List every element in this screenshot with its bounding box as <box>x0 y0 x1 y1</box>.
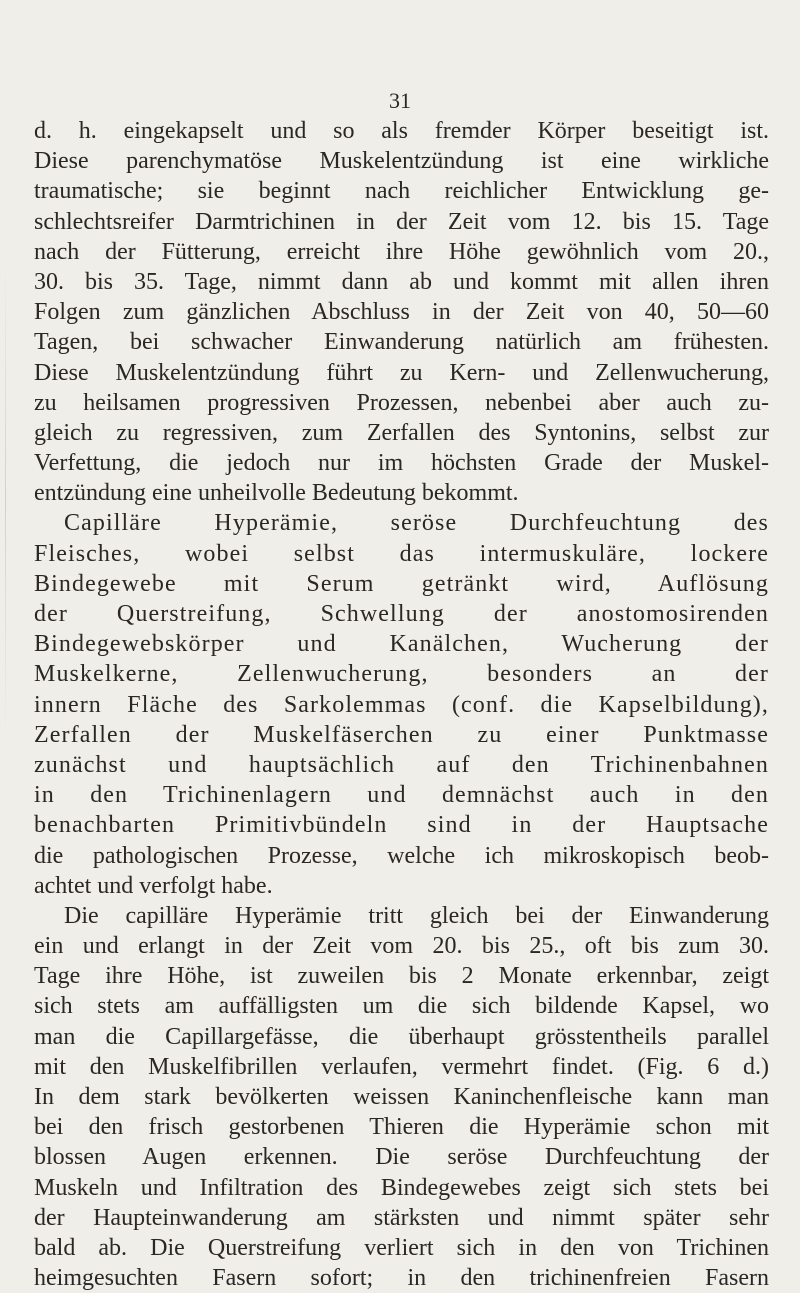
text-line: schlechtsreifer Darmtrichinen in der Zeit vom 12. bis 15. Tage <box>34 208 769 235</box>
text-line: bald ab. Die Querstreifung verliert sich in den von Trichinen <box>34 1234 769 1261</box>
text-line: Muskelkerne, Zellenwucherung, besonders an der <box>34 661 769 688</box>
text-line: zu heilsamen progressiven Prozessen, nebenbei aber auch zu- <box>34 389 769 416</box>
text-line: 30. bis 35. Tage, nimmt dann ab und kommt mit allen ihren <box>34 268 769 295</box>
text-line: Capilläre Hyperämie, seröse Durchfeuchtung des <box>64 510 769 537</box>
text-line: achtet und verfolgt habe. <box>34 872 273 899</box>
text-line: benachbarten Primitivbündeln sind in der Hauptsache <box>34 812 769 839</box>
text-line: Diese parenchymatöse Muskelentzündung ist eine wirkliche <box>34 148 769 175</box>
text-line: die pathologischen Prozesse, welche ich mikroskopisch beob- <box>34 842 769 869</box>
text-line: blossen Augen erkennen. Die seröse Durchfeuchtung der <box>34 1144 769 1171</box>
body-text <box>34 116 769 1293</box>
text-line: Tage ihre Höhe, ist zuweilen bis 2 Monate erkennbar, zeigt <box>34 963 769 990</box>
text-line: traumatische; sie beginnt nach reichlicher Entwicklung ge- <box>34 178 769 205</box>
text-line: Folgen zum gänzlichen Abschluss in der Zeit von 40, 50—60 <box>34 299 769 326</box>
text-line: innern Fläche des Sarkolemmas (conf. die Kapselbildung), <box>34 691 769 718</box>
text-line: mit den Muskelfibrillen verlaufen, vermehrt findet. (Fig. 6 d.) <box>34 1053 769 1080</box>
text-line: heimgesuchten Fasern sofort; in den trichinenfreien Fasern <box>34 1265 769 1292</box>
text-line: sich stets am auffälligsten um die sich bildende Kapsel, wo <box>34 993 769 1020</box>
text-line: Bindegewebskörper und Kanälchen, Wucherung der <box>34 631 769 658</box>
text-line: entzündung eine unheilvolle Bedeutung bekommt. <box>34 480 519 507</box>
text-line: man die Capillargefässe, die überhaupt grösstentheils parallel <box>34 1023 769 1050</box>
text-line: Tagen, bei schwacher Einwanderung natürlich am frühesten. <box>34 329 769 356</box>
text-line: Bindegewebe mit Serum getränkt wird, Auflösung <box>34 570 769 597</box>
text-line: in den Trichinenlagern und demnächst auch in den <box>34 782 769 809</box>
text-line: der Querstreifung, Schwellung der anostomosirenden <box>34 601 769 627</box>
text-line: nach der Fütterung, erreicht ihre Höhe gewöhnlich vom 20., <box>34 238 769 265</box>
text-line: zunächst und hauptsächlich auf den Trichinenbahnen <box>34 751 769 778</box>
text-line: ein und erlangt in der Zeit vom 20. bis 25., oft bis zum 30. <box>34 933 769 960</box>
text-line: Verfettung, die jedoch nur im höchsten Grade der Muskel- <box>34 450 769 477</box>
text-line: Diese Muskelentzündung führt zu Kern- und Zellenwucherung, <box>34 359 769 386</box>
text-line: Die capilläre Hyperämie tritt gleich bei der Einwanderung <box>64 902 769 929</box>
page-crease-shadow <box>5 260 6 740</box>
text-line: der Haupteinwanderung am stärksten und nimmt später sehr <box>34 1204 769 1231</box>
page-number: 31 <box>389 88 411 113</box>
text-line: In dem stark bevölkerten weissen Kaninchenfleische kann man <box>34 1084 769 1110</box>
text-line: Zerfallen der Muskelfäserchen zu einer Punktmasse <box>34 721 769 748</box>
text-line: d. h. eingekapselt und so als fremder Körper beseitigt ist. <box>34 118 769 144</box>
text-line: Muskeln und Infiltration des Bindegewebes zeigt sich stets bei <box>34 1174 769 1201</box>
text-line: Fleisches, wobei selbst das intermuskuläre, lockere <box>34 540 769 567</box>
text-line: bei den frisch gestorbenen Thieren die Hyperämie schon mit <box>34 1114 769 1141</box>
text-line: gleich zu regressiven, zum Zerfallen des Syntonins, selbst zur <box>34 419 769 446</box>
